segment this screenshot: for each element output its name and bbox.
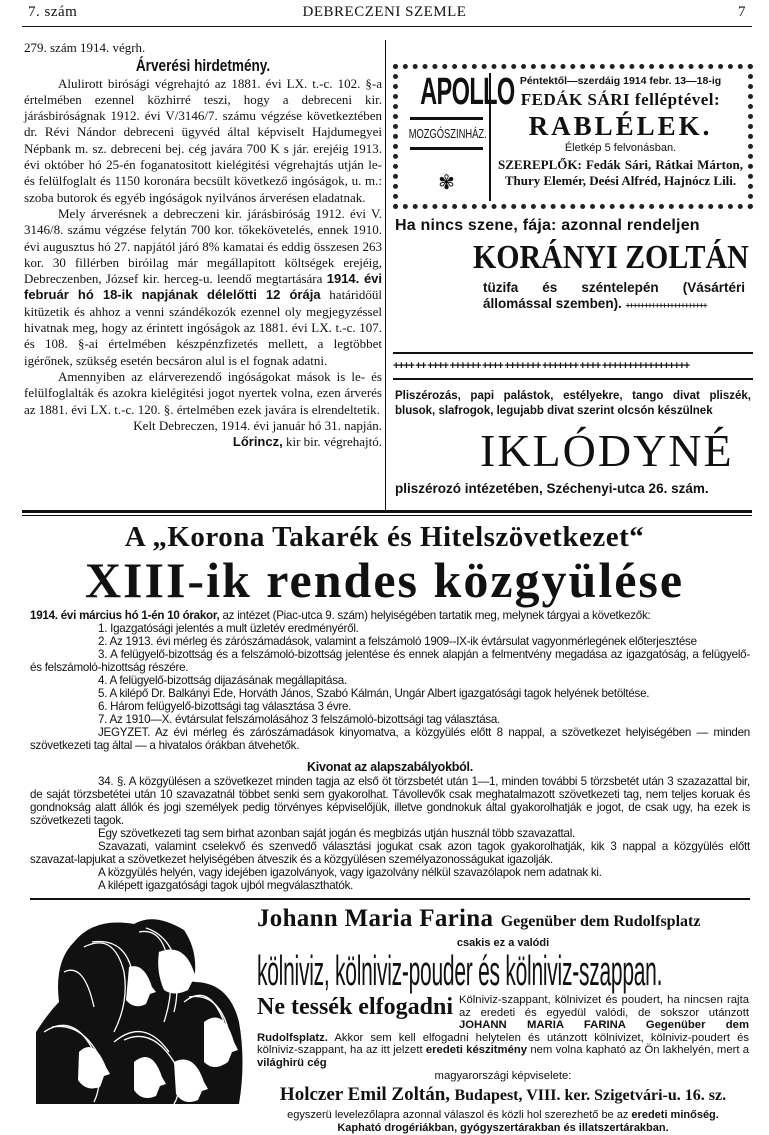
korona-title: A „Korona Takarék és Hitelszövetkezet“	[124, 521, 645, 553]
apollo-name: APOLLO	[420, 71, 515, 113]
text: tüzifa és széntelepén (Vásártéri állomással szemben).	[483, 280, 745, 311]
koranyi-desc	[483, 280, 745, 314]
auction-title: Árverési hirdetmény.	[135, 56, 271, 76]
excerpt-paragraph: Egy szövetkezeti tag sem birhat azonban saját jogán és megbizás utján husznál több szavazattal.	[98, 827, 576, 840]
auction-date: Kelt Debreczen, 1914. évi január hó 31. napján.	[133, 417, 382, 433]
agent-address: Budapest, VIII. ker. Szigetvári-u. 16. sz.	[454, 1087, 727, 1105]
farina-available: Kapható drogériákban, gyógyszertárakban és illatszertárakban.	[337, 1122, 669, 1135]
koranyi-name: KORÁNYI ZOLTÁN	[473, 239, 749, 276]
agenda-item: 4. A felügyelő-bizottság dijazásának megállapitása.	[98, 674, 347, 687]
section-rule	[30, 898, 750, 900]
agenda-note: JEGYZET. Az évi mérleg és zárószámadások kinyomatva, a közgyülés előtt 8 nappal, a szövetkezet helyiségében — minden szövetkezeti tag által — a hivatalos órákban átvehetők.	[30, 726, 750, 752]
text: magyarországi képviselete:	[434, 1069, 572, 1082]
koranyi-lead: Ha nincs szene, fája: azonnal rendeljen	[395, 217, 700, 234]
koranyi-ad	[395, 216, 751, 346]
agenda-item: 6. Három felügyelő-bizottsági tag választása 3 évre.	[98, 700, 352, 713]
farina-only: csakis ez a valódi	[456, 937, 550, 949]
bylaws-excerpt	[30, 760, 750, 892]
apollo-subtitle: MOZGÓSZINHÁZ.	[408, 126, 487, 141]
film-cast	[498, 157, 743, 188]
cross-ornament: ++++++++++++++++++++++	[625, 301, 707, 310]
text: világhirü cég	[257, 1056, 327, 1069]
apollo-cinema-ad	[393, 64, 753, 209]
agenda-item: 2. Az 1913. évi mérleg és zárószámadások, valamint a felszámoló 1909--IX-ik évtársulat vagyonmérlegének előterjesztése	[98, 635, 697, 648]
iklody-address: pliszérozó intézetében, Széchenyi-utca 26. szám.	[395, 481, 709, 496]
farina-body	[257, 994, 749, 1082]
farina-brand: Johann Maria Farina	[257, 905, 494, 932]
cast-label: SZEREPLŐK:	[498, 157, 582, 172]
rule	[393, 352, 753, 354]
agenda-item: 3. A felügyelő-bizottság és a felszámoló-bizottság jelentése és ennek alapján a felmentvény megadása az igazgatóság, a felügyelő- és felszámoló-hizottság részére.	[30, 648, 750, 674]
auction-deadline: 1914. évi február hó 18-ik napjának délelőtti 12 órája	[24, 271, 383, 303]
film-genre: Életkép 5 felvonásban.	[564, 142, 677, 154]
iklody-name: IKLÓDYNÉ	[480, 425, 734, 476]
korona-subtitle: XIII-ik rendes közgyülése	[84, 552, 685, 608]
farina-warning: Ne tessék elfogadni	[257, 994, 453, 1020]
program-dates: Péntektől—szerdáig 1914 febr. 13—18-ig	[519, 75, 722, 87]
farina-agent	[257, 1084, 749, 1107]
farina-header	[257, 904, 749, 937]
excerpt-paragraph: A kilépett igazgatósági tagok ujból megválaszthatók.	[98, 879, 354, 892]
agenda-item: 7. Az 1910—X. évtársulat felszámolásához 3 felszámoló-bizottsági tag választása.	[98, 713, 501, 726]
bottom-row	[30, 904, 750, 1135]
auction-paragraph	[24, 206, 382, 369]
farina-reply	[257, 1109, 749, 1122]
farina-products: kölniviz, kölniviz-pouder és kölniviz-szappan.	[257, 947, 663, 994]
issue-number: 7. szám	[28, 4, 78, 20]
apollo-logo-block	[404, 71, 515, 201]
farina-products-wrap	[257, 947, 749, 994]
meeting-date: 1914. évi március hó 1-én 10 órakor,	[30, 609, 220, 622]
star-line: FEDÁK SÁRI felléptével:	[520, 90, 721, 109]
signer-name: Lőrincz,	[232, 434, 283, 450]
text: egyszerü levelezőlapra azonnal válaszol és közli hol szerezhető be az	[287, 1109, 629, 1122]
section-rule	[22, 510, 752, 513]
iklody-lead: Pliszérozás, papi palástok, estélyekre, tango divat pliszék, blusok, slafrogok, legujabb divat szerint olcsón készülnek	[395, 390, 751, 417]
text: JOHANN MARIA FARINA Gegenüber dem Rudolfsplatz.	[257, 1019, 749, 1044]
lower-section	[30, 609, 750, 1135]
text: Akkor sem kell elfogadni helytelen és utánzott kölnivizet, kölniviz-poudert és kölniviz-szappant, ha az itt jelzett	[257, 1031, 749, 1057]
film-title: RABLÉLEK.	[528, 111, 713, 141]
excerpt-paragraph: A közgyülés helyén, vagy idejében igazolványok, vagy igazolvány nélkül szavazólapok nem adatnak ki.	[98, 866, 602, 879]
text: eredeti minőség.	[631, 1109, 719, 1122]
auction-paragraph: Amennyiben az elárverezendő ingóságokat mások is le- és felülfoglalták és azokra kielégitési jogot nyertek volna, ezen árverés az 1881. évi LX. t.-c. 120. §. értelmében ezek javára is elrendeltetik.	[24, 368, 382, 417]
column-divider	[385, 40, 386, 510]
auction-signature	[24, 434, 382, 450]
text: nem volna kapható az Ön lakhelyén, mert a	[530, 1044, 750, 1057]
text: az intézet (Piac-utca 9. szám) helyiségében tartatik meg, melynek tárgyai a következők:	[222, 609, 651, 622]
text: határidőül kitüzetik és ahhoz a venni szándékozók ezennel oly megjegyzéssel hivatnak meg, hogy az érintett ingóságok az 1881. évi LX. t.-c. 107. és 108. §-ai értelmében készpénzfizetés mellett, a legtöbbet igérőnek, szükség esetén becsáron alul is el fognak adatni.	[24, 287, 383, 368]
newspaper-title: DEBRECZENI SZEMLE	[302, 4, 467, 20]
cast-names: Fedák Sári, Rátkai Márton, Thury Elemér, Deési Alfréd, Hajnócz Lili.	[504, 157, 743, 188]
meeting-intro	[30, 609, 750, 622]
rule	[393, 378, 753, 380]
auction-notice	[24, 40, 382, 450]
farina-location: Gegenüber dem Rudolfsplatz	[500, 913, 701, 930]
celtic-knot-icon: ✾	[438, 172, 455, 194]
agent-name: Holczer Emil Zoltán,	[279, 1084, 451, 1106]
header-rule	[22, 26, 752, 27]
excerpt-paragraph: 34. §. A közgyülésen a szövetkezet minden tagja az első öt törzsbetét után 1—1, minden további 5 törzsbetét után 3 szazazattal bir, de saját törzsbetétei után 10 szavazatnál többet senki sem gyakorolhat. Távollevők csak meghatalmazott szövetkezeti tag, nem teljes koruak és gondnokság alatt állók és jogi személyek pedig törvényes képviselőjük, illetve gondnokuk által gyakorolhatják e jogot, de csak ugy, ha ezek is szövetkezeti tagok.	[30, 775, 750, 827]
meeting-agenda	[30, 609, 750, 752]
excerpt-paragraph: Szavazati, valamint cselekvő és szenvedő választási jogukat csak azon tagok gyakorolhatják, kik 3 nappal a közgyülés előtt szavazat-lapjukat a szövetkezet helyiségében átveszik és a közgyülésen személyazonosságukat igazolják.	[30, 840, 750, 866]
cross-ornament-row: ++++ ++ ++++ ++++++ ++++ +++++++ +++++++ ++++ +++++++++++++++++	[393, 360, 689, 372]
section-rule	[22, 515, 752, 516]
apollo-program	[498, 75, 743, 188]
divider	[410, 147, 483, 150]
page-number: 7	[738, 4, 746, 20]
text: eredeti készitmény	[425, 1044, 528, 1057]
women-profiles-illustration	[34, 912, 246, 1108]
excerpt-title: Kivonat az alapszabályokból.	[307, 760, 473, 774]
farina-ad	[257, 904, 749, 1135]
text: Kölniviz-szappant, kölnivizet és poudert, ha nincsen rajta az eredeti és egyedül valódi, de sokszor utánzott	[458, 994, 749, 1019]
signer-title: kir bir. végrehajtó.	[285, 434, 382, 450]
agenda-item: 1. Igazgatósági jelentés a mult üzletév eredményéről.	[98, 622, 359, 635]
text: Mely árverésnek a debreczeni kir. járásbiróság 1912. évi V. 3146/8. számu végzése felytán 700 kor. tőkekövetelés, ennek 1910. évi augusztus hó 27. napjától járó 8% kamatai és eddig összesen 263 kor. 30 fillérben biróilag már megállapitott költségek erejéig, Debreczenben, József kir. herceg-u. leendő megtartására	[24, 205, 382, 287]
agenda-item: 5. A kilépő Dr. Balkányi Ede, Horváth János, Szabó Kálmán, Ungár Albert igazgatósági tagok helyének betöltése.	[98, 687, 650, 700]
auction-ref: 279. szám 1914. végrh.	[24, 40, 146, 55]
auction-paragraph: Alulirott birósági végrehajtó az 1881. évi LX. t.-c. 102. §-a értelmében ezennel közhirré teszi, hogy a debreceni kir. járásbiróságnak 1912. évi V/3146/7. számu végzése következtében dr. Révi Nándor debreceni ügyvéd által képviselt Hajdumegyei Népbank m. sz. debreceni bej. cég javára 700 K s jár. erejéig 1913. évi október hó 25-én foganatositott kielégitési végrehajtás utján le- és felülfoglalt és 1150 koronára becsült következő ingóságok, u. m.: szoba butorok és egyéb ingóságok nyilvános árverésen eladatnak.	[24, 75, 382, 205]
divider	[410, 117, 483, 120]
